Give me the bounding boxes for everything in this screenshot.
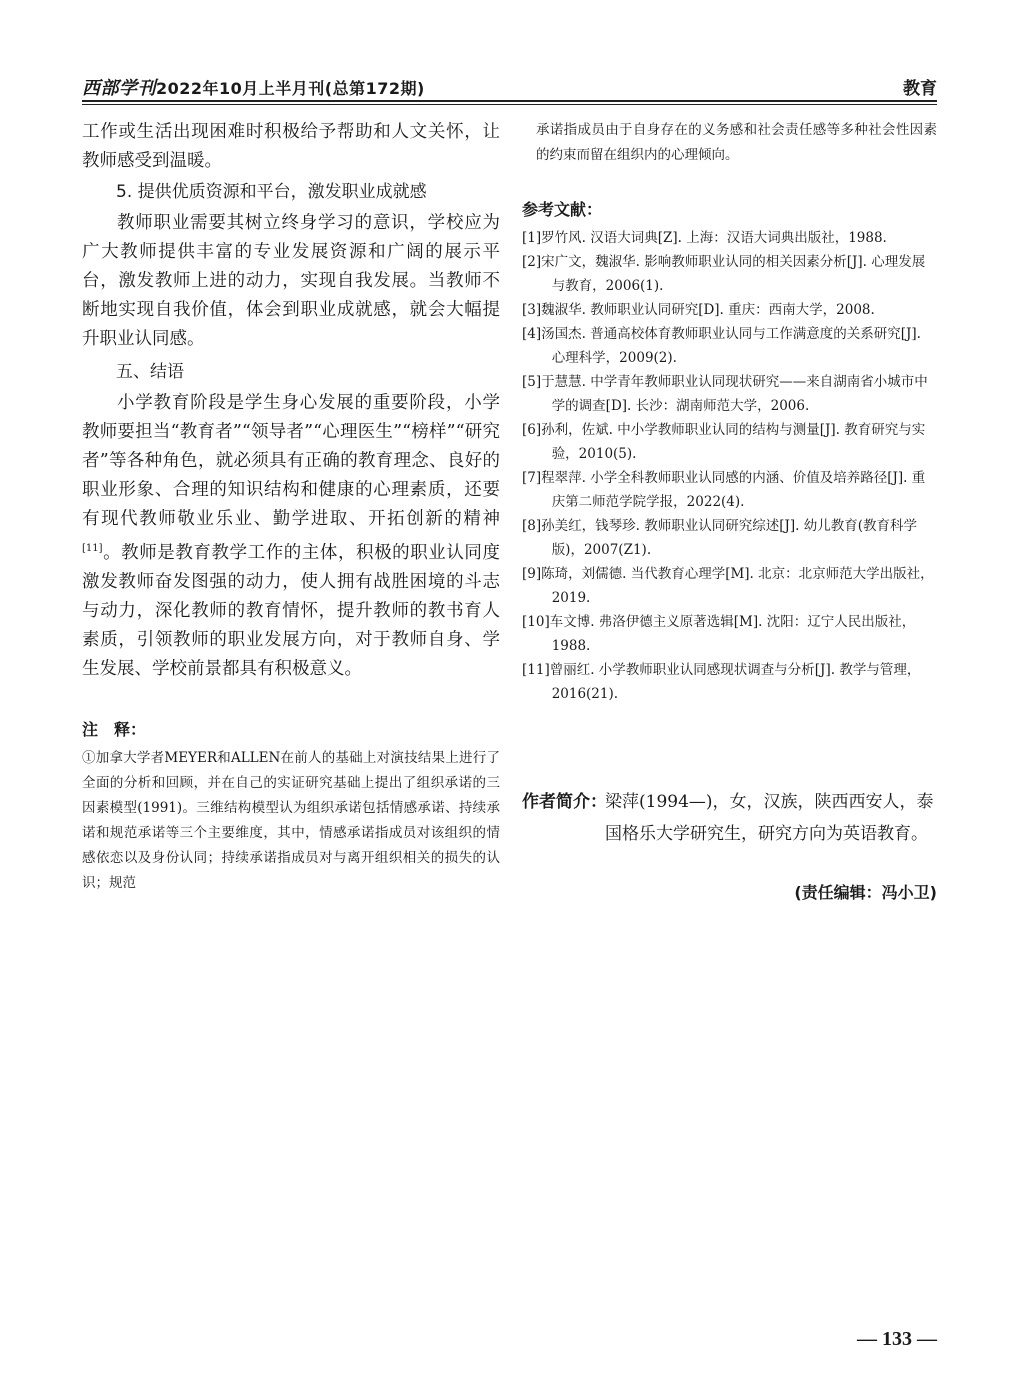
author-label: 作者简介：: [522, 792, 607, 812]
reference-item: [8]孙美红，钱琴珍. 教师职业认同研究综述[J]. 幼儿教育(教育科学版)，2007(Z1).: [522, 518, 917, 558]
page-header: [82, 70, 937, 100]
header-rule: [82, 100, 937, 102]
reference-item: [10]车文博. 弗洛伊德主义原著选辑[M]. 沈阳：辽宁人民出版社，1988.: [522, 614, 916, 654]
journal-logo: 西部学刊: [82, 78, 156, 99]
notes-title: 注 释：: [82, 719, 147, 739]
paragraph-text: 。教师是教育教学工作的主体，积极的职业认同度激发教师奋发图强的动力，使人拥有战胜困境的斗志与动力，深化教师的教育情怀，提升教师的教书育人素质，引领教师的职业发展方向，对于教师自身、学生发展、学校前景都具有积极意义。: [82, 542, 500, 679]
author-text: 梁萍(1994—)，女，汉族，陕西西安人，泰国格乐大学研究生，研究方向为英语教育。: [605, 792, 934, 844]
left-column: [82, 118, 500, 896]
author-bio: [522, 786, 937, 850]
footnote-continued: 承诺指成员由于自身存在的义务感和社会责任感等多种社会性因素的约束而留在组织内的心理倾向。: [536, 122, 937, 163]
header-rule-thin: [82, 104, 937, 105]
paragraph: 教师职业需要其树立终身学习的意识，学校应为广大教师提供丰富的专业发展资源和广阔的展示平台，激发教师上进的动力，实现自我发展。当教师不断地实现自我价值，体会到职业成就感，就会大幅提升职业认同感。: [82, 213, 500, 349]
paragraph: [82, 389, 500, 684]
reference-item: [6]孙利，佐斌. 中小学教师职业认同的结构与测量[J]. 教育研究与实验，2010(5).: [522, 422, 926, 462]
paragraph-text: 小学教育阶段是学生身心发展的重要阶段，小学教师要担当“教育者”“领导者”“心理医生”“榜样”“研究者”等各种角色，就必须具有正确的教育理念、良好的职业形象、合理的知识结构和健康的心理素质，还要有现代教师敬业乐业、勤学进取、开拓创新的精神: [82, 393, 500, 529]
page-number: — 133 —: [857, 1328, 937, 1350]
citation-ref: [11]: [82, 543, 103, 554]
right-column: [522, 118, 937, 706]
issue-label: 2022年10月上半月刊(总第172期): [156, 79, 425, 98]
footnote: ①加拿大学者MEYER和ALLEN在前人的基础上对演技结果上进行了全面的分析和回顾，并在自己的实证研究基础上提出了组织承诺的三因素模型(1991)。三维结构模型认为组织承诺包括情感承诺、持续承诺和规范承诺等三个主要维度，其中，情感承诺指成员对该组织的情感依恋以及身份认同；持续承诺指成员对与离开组织相关的损失的认识；规范: [82, 749, 500, 891]
reference-item: [9]陈琦，刘儒德. 当代教育心理学[M]. 北京：北京师范大学出版社，2019.: [522, 566, 934, 606]
reference-item: [5]于慧慧. 中学青年教师职业认同现状研究——来自湖南省小城市中学的调查[D]. 长沙：湖南师范大学，2006.: [522, 374, 928, 414]
editor-credit: (责任编辑：冯小卫): [794, 883, 937, 902]
reference-item: [7]程翠萍. 小学全科教师职业认同感的内涵、价值及培养路径[J]. 重庆第二师范学院学报，2022(4).: [522, 470, 926, 510]
section-label: 教育: [903, 79, 937, 99]
journal-issue: [82, 74, 425, 100]
references-title: 参考文献：: [522, 200, 603, 219]
reference-item: [4]汤国杰. 普通高校体育教师职业认同与工作满意度的关系研究[J]. 心理科学，2009(2).: [522, 326, 921, 366]
section-heading: 五、结语: [116, 362, 184, 382]
reference-item: [3]魏淑华. 教师职业认同研究[D]. 重庆：西南大学，2008.: [522, 302, 875, 318]
reference-item: [1]罗竹风. 汉语大词典[Z]. 上海：汉语大词典出版社，1988.: [522, 230, 887, 246]
paragraph: 工作或生活出现困难时积极给予帮助和人文关怀，让教师感受到温暖。: [82, 122, 500, 171]
reference-list: [522, 226, 937, 706]
reference-item: [2]宋广文，魏淑华. 影响教师职业认同的相关因素分析[J]. 心理发展与教育，2006(1).: [522, 254, 926, 294]
subheading: 5. 提供优质资源和平台，激发职业成就感: [116, 182, 427, 202]
reference-item: [11]曾丽红. 小学教师职业认同感现状调查与分析[J]. 教学与管理，2016(21).: [522, 662, 921, 702]
